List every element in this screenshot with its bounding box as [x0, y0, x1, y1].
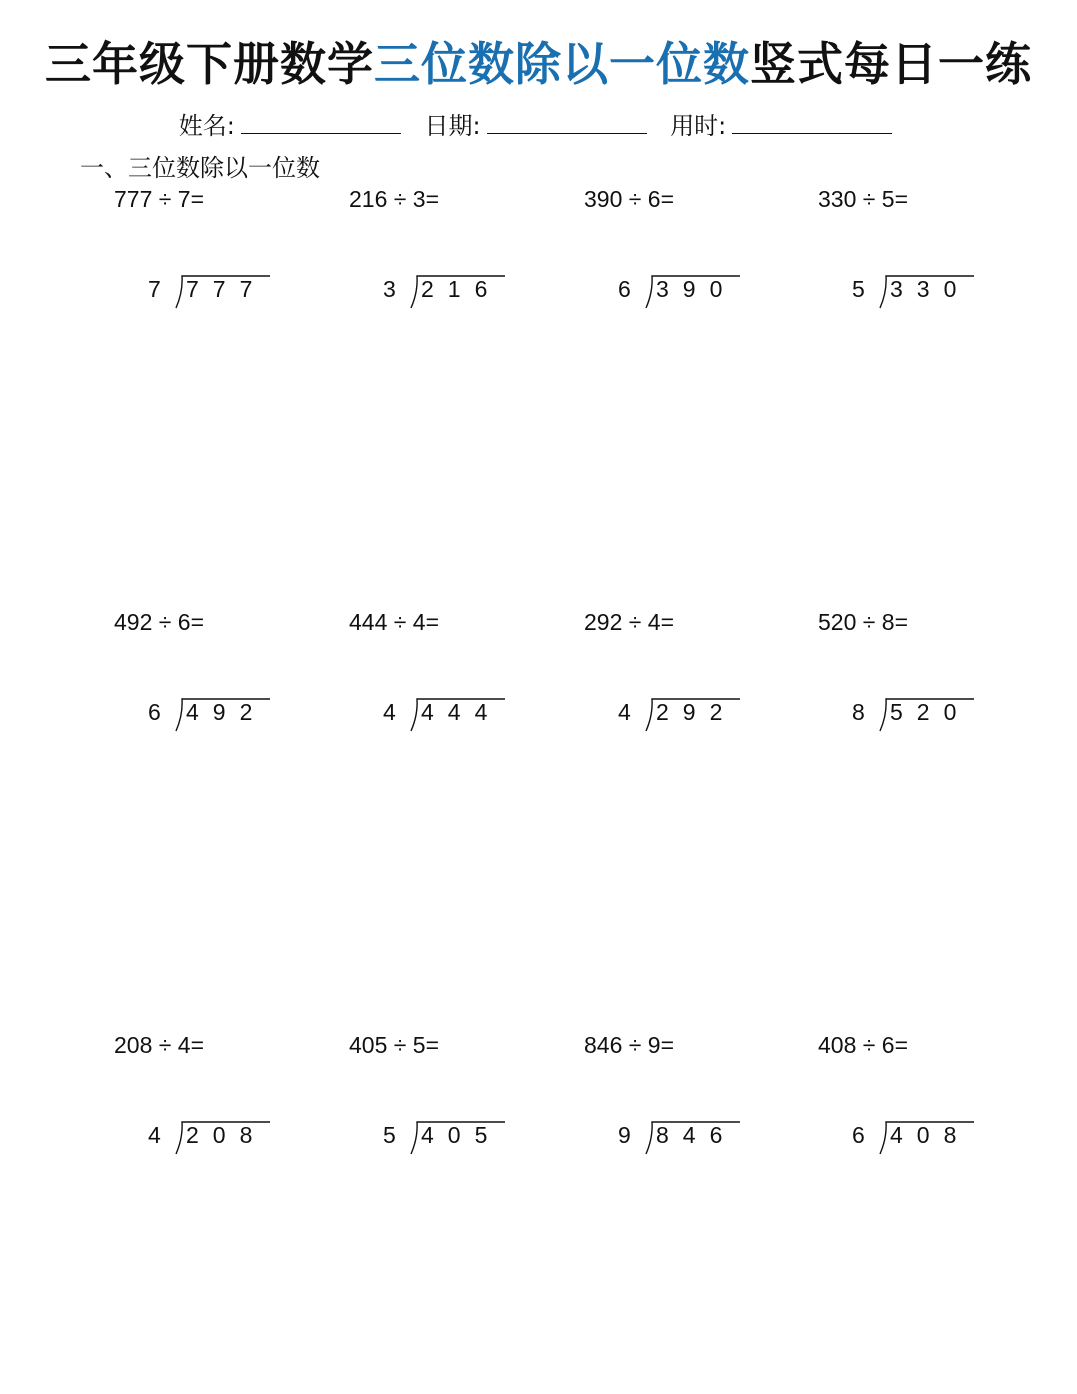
dividend: 846 [656, 1122, 737, 1148]
dividend: 520 [890, 699, 971, 725]
problem-equation: 390 ÷ 6= [584, 186, 675, 212]
divisor: 7 [148, 276, 161, 302]
problem-equation: 208 ÷ 4= [114, 1032, 205, 1058]
long-division [148, 274, 278, 314]
problem-item [584, 186, 814, 336]
problem-item [114, 186, 344, 336]
long-division [383, 1120, 513, 1160]
problem-equation: 408 ÷ 6= [818, 1032, 909, 1058]
problem-item [818, 1032, 1048, 1182]
dividend: 405 [421, 1122, 502, 1148]
dividend: 777 [186, 276, 267, 302]
divisor: 9 [618, 1122, 631, 1148]
title-highlight: 三位数除以一位数 [374, 37, 750, 91]
divisor: 6 [852, 1122, 865, 1148]
problem-item [818, 609, 1048, 759]
date-label: 日期: [424, 112, 481, 140]
problem-item [349, 609, 579, 759]
problem-equation: 777 ÷ 7= [114, 186, 205, 212]
divisor: 8 [852, 699, 865, 725]
dividend: 390 [656, 276, 737, 302]
problem-equation: 444 ÷ 4= [349, 609, 440, 635]
title-part2: 竖式每日一练 [750, 37, 1032, 91]
problem-equation: 520 ÷ 8= [818, 609, 909, 635]
long-division [148, 1120, 278, 1160]
dividend: 444 [421, 699, 502, 725]
problem-item [349, 186, 579, 336]
dividend: 408 [890, 1122, 971, 1148]
problem-equation: 292 ÷ 4= [584, 609, 675, 635]
divisor: 6 [148, 699, 161, 725]
dividend: 292 [656, 699, 737, 725]
divisor: 6 [618, 276, 631, 302]
long-division [148, 697, 278, 737]
long-division [618, 697, 748, 737]
problem-equation: 492 ÷ 6= [114, 609, 205, 635]
worksheet-title [0, 28, 1077, 94]
dividend: 330 [890, 276, 971, 302]
long-division [852, 274, 982, 314]
divisor: 5 [383, 1122, 396, 1148]
long-division [618, 274, 748, 314]
problem-item [818, 186, 1048, 336]
problem-item [584, 1032, 814, 1182]
long-division [383, 697, 513, 737]
long-division [383, 274, 513, 314]
time-label: 用时: [670, 112, 727, 140]
divisor: 5 [852, 276, 865, 302]
divisor: 4 [383, 699, 396, 725]
title-part1: 三年级下册数学 [45, 37, 374, 91]
section-title: 一、三位数除以一位数 [80, 154, 320, 182]
divisor: 3 [383, 276, 396, 302]
divisor: 4 [618, 699, 631, 725]
problem-item [114, 1032, 344, 1182]
divisor: 4 [148, 1122, 161, 1148]
dividend: 216 [421, 276, 502, 302]
problem-item [114, 609, 344, 759]
name-blank[interactable] [241, 111, 401, 134]
problem-equation: 330 ÷ 5= [818, 186, 909, 212]
long-division [618, 1120, 748, 1160]
problem-equation: 216 ÷ 3= [349, 186, 440, 212]
problem-equation: 846 ÷ 9= [584, 1032, 675, 1058]
date-blank[interactable] [487, 111, 647, 134]
name-label: 姓名: [178, 112, 235, 140]
problem-item [349, 1032, 579, 1182]
problem-item [584, 609, 814, 759]
time-blank[interactable] [732, 111, 892, 134]
problem-equation: 405 ÷ 5= [349, 1032, 440, 1058]
dividend: 492 [186, 699, 267, 725]
dividend: 208 [186, 1122, 267, 1148]
long-division [852, 697, 982, 737]
student-info-row [0, 106, 1077, 141]
long-division [852, 1120, 982, 1160]
